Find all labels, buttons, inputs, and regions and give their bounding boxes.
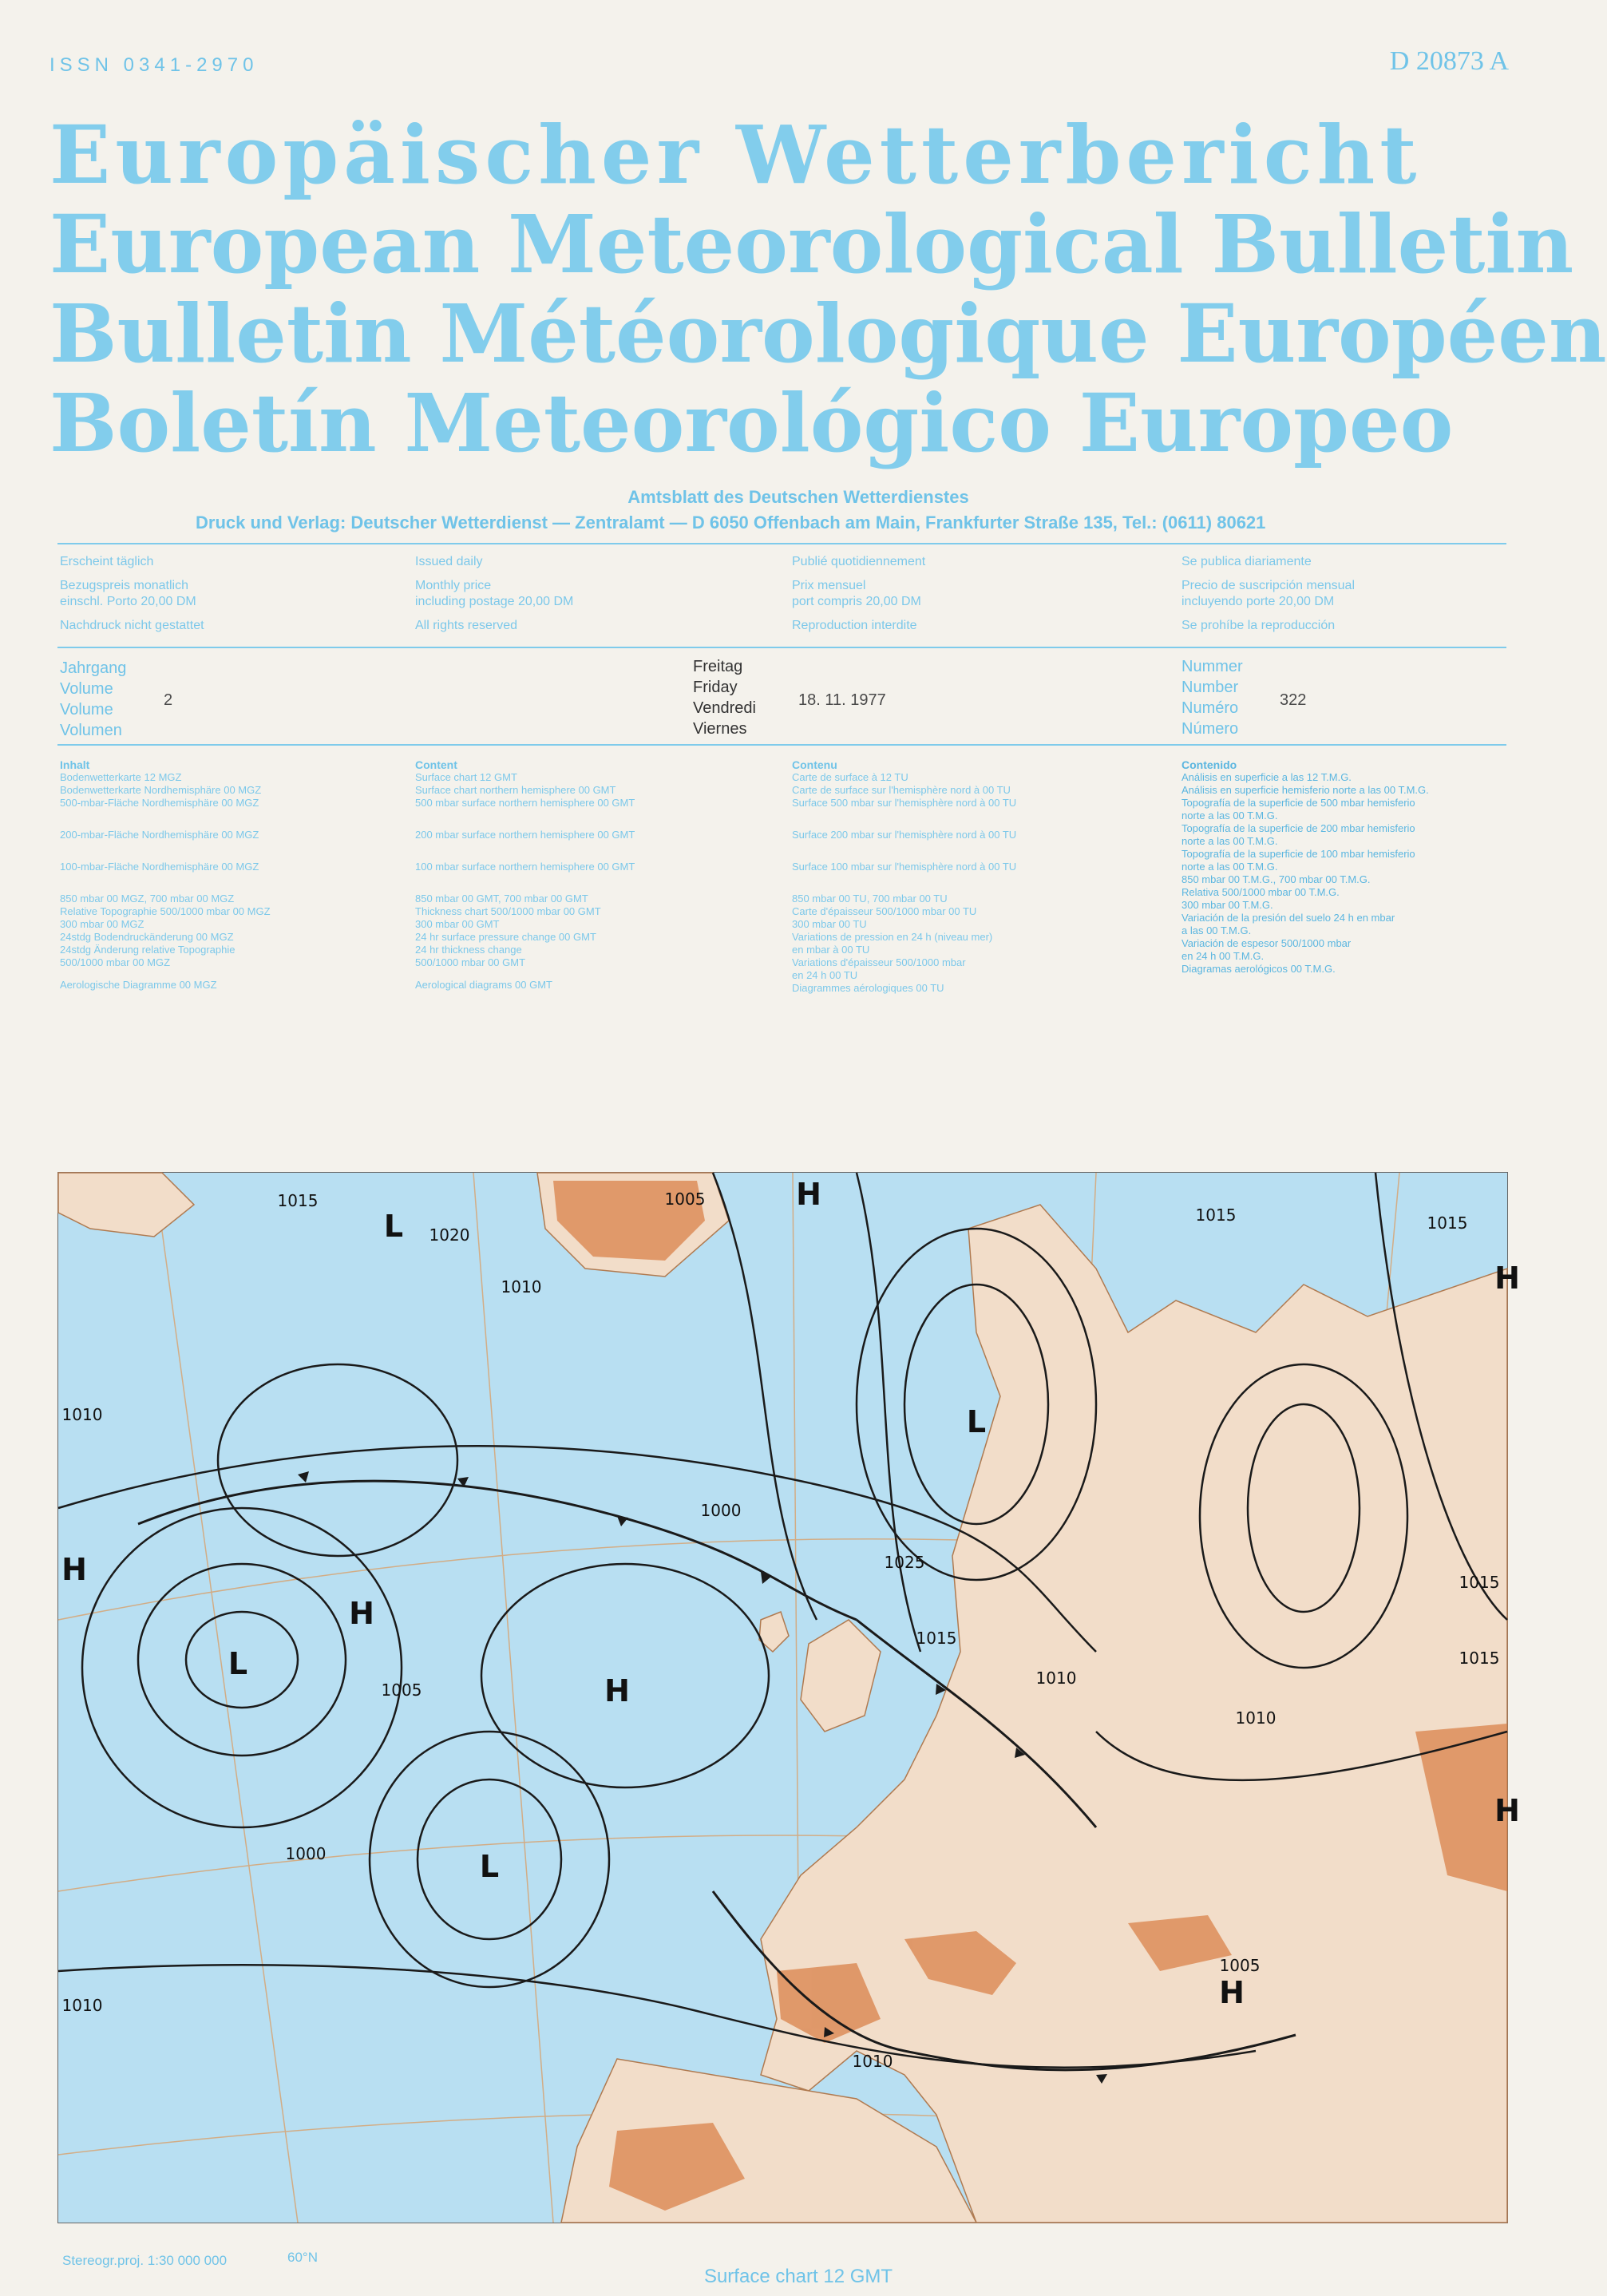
contents-item: 500 mbar surface northern hemisphere 00 GMT: [415, 797, 635, 809]
contents-item: 850 mbar 00 T.M.G., 700 mbar 00 T.M.G.: [1182, 873, 1371, 885]
contents-item: 24stdg Bodendruckänderung 00 MGZ: [60, 931, 234, 943]
contents-heading: Content: [415, 758, 457, 771]
subscription-line: einschl. Porto 20,00 DM: [60, 595, 196, 608]
volume-value: 2: [164, 691, 173, 709]
map-caption: Surface chart 12 GMT: [703, 2266, 893, 2287]
latitude-note: 60°N: [287, 2250, 318, 2265]
weekday-label: Viernes: [693, 720, 747, 738]
contents-item: 850 mbar 00 GMT, 700 mbar 00 GMT: [415, 893, 588, 905]
contents-item: Diagrammes aérologiques 00 TU: [792, 982, 944, 994]
front-triangle: [298, 1471, 309, 1483]
contents-item: a las 00 T.M.G.: [1182, 924, 1252, 936]
contents-item: Carte de surface à 12 TU: [792, 771, 908, 783]
contents-item: Análisis en superficie a las 12 T.M.G.: [1182, 771, 1352, 783]
contents-item: 24 hr thickness change: [415, 944, 522, 956]
contents-item: 500/1000 mbar 00 GMT: [415, 956, 526, 968]
subscription-line: Nachdruck nicht gestattet: [60, 619, 204, 632]
isobar-label: 1005: [664, 1190, 706, 1209]
contents-item: norte a las 00 T.M.G.: [1182, 810, 1278, 821]
volume-label: Volume: [60, 701, 113, 718]
weekday-label: Vendredi: [693, 699, 756, 717]
high-pressure-centre: H: [1494, 1793, 1520, 1828]
contents-item: 24 hr surface pressure change 00 GMT: [415, 931, 596, 943]
contents-item: Aerological diagrams 00 GMT: [415, 979, 552, 991]
high-pressure-centre: H: [1219, 1975, 1245, 2010]
contents-item: 300 mbar 00 MGZ: [60, 918, 144, 930]
subscription-line: Issued daily: [415, 555, 483, 568]
bulletin-title-block: [49, 108, 1607, 470]
isobar-label: 1010: [1035, 1669, 1077, 1688]
high-pressure-centre: H: [61, 1552, 87, 1587]
subscription-line: including postage 20,00 DM: [415, 595, 574, 608]
subscription-line: Se prohíbe la reproducción: [1182, 619, 1336, 632]
low-pressure-centre: L: [479, 1849, 500, 1884]
subscription-line: Precio de suscripción mensual: [1182, 579, 1355, 592]
volume-label: Volumen: [60, 722, 122, 739]
isobar: [58, 1446, 1096, 1652]
map-graphic: [58, 1173, 1520, 2223]
contents-item: 850 mbar 00 TU, 700 mbar 00 TU: [792, 893, 948, 905]
number-label: Numéro: [1182, 699, 1239, 717]
contents-item: Bodenwetterkarte 12 MGZ: [60, 771, 182, 783]
contents-item: norte a las 00 T.M.G.: [1182, 861, 1278, 873]
contents-es: [1182, 758, 1429, 976]
number-label: Number: [1182, 679, 1239, 696]
contents-item: 100 mbar surface northern hemisphere 00 GMT: [415, 861, 635, 873]
contents-heading: Inhalt: [60, 758, 90, 771]
subscription-de: [60, 554, 204, 634]
number-label: Nummer: [1182, 658, 1243, 675]
contents-de: [60, 758, 271, 992]
contents-item: 300 mbar 00 T.M.G.: [1182, 899, 1273, 911]
publisher-line-2: Druck und Verlag: Deutscher Wetterdienst — Zentralamt — D 6050 Offenbach am Main, Frankfurter Straße 135, Tel.: (0611) 80621: [196, 513, 1266, 532]
isobar: [218, 1364, 457, 1556]
contents-item: Topografía de la superficie de 200 mbar hemisferio: [1182, 822, 1415, 834]
subscription-line: Prix mensuel: [792, 579, 866, 592]
subscription-line: Reproduction interdite: [792, 619, 917, 632]
contents-item: Variations d'épaisseur 500/1000 mbar: [792, 956, 966, 968]
contents-item: en 24 h 00 T.M.G.: [1182, 950, 1265, 962]
isobar-label: 1010: [61, 1405, 103, 1424]
weekday-labels: [693, 656, 756, 739]
front-triangle: [617, 1516, 628, 1526]
divider: [57, 744, 1506, 746]
isobar-label: 1000: [700, 1501, 742, 1520]
title-spanish: Boletín Meteorológico Europeo: [49, 376, 1454, 470]
isobar-label: 1010: [1235, 1708, 1276, 1728]
subscription-line: Monthly price: [415, 579, 492, 592]
isobar-label: 1015: [277, 1191, 319, 1210]
subscription-line: port compris 20,00 DM: [792, 595, 921, 608]
weekday-label: Freitag: [693, 658, 743, 675]
surface-weather-map: [57, 1172, 1520, 2223]
divider: [57, 647, 1506, 648]
contents-item: 100-mbar-Fläche Nordhemisphäre 00 MGZ: [60, 861, 259, 873]
high-pressure-centre: H: [796, 1177, 821, 1212]
isobar: [857, 1173, 920, 1652]
number-label: Número: [1182, 720, 1239, 738]
contents-item: Surface chart northern hemisphere 00 GMT: [415, 784, 616, 796]
contents-fr: [792, 758, 1016, 995]
title-german: Europäischer Wetterbericht: [49, 108, 1422, 202]
issue-number: 322: [1280, 691, 1307, 709]
isobar-label: 1015: [1427, 1213, 1468, 1233]
longitude-line: [473, 1173, 553, 2223]
subscription-line: Publié quotidiennement: [792, 555, 926, 568]
contents-item: 24stdg Änderung relative Topographie: [60, 944, 236, 956]
contents-item: Aerologische Diagramme 00 MGZ: [60, 979, 217, 991]
isobar-label: 1025: [884, 1553, 925, 1572]
isobar-label: 1000: [285, 1844, 327, 1863]
isobar-label: 1010: [61, 1996, 103, 2015]
contents-item: norte a las 00 T.M.G.: [1182, 835, 1278, 847]
weekday-label: Friday: [693, 679, 738, 696]
contents-item: 300 mbar 00 TU: [792, 918, 867, 930]
subscription-fr: [792, 554, 925, 634]
subscription-line: Se publica diariamente: [1182, 555, 1312, 568]
projection-note: Stereogr.proj. 1:30 000 000: [62, 2253, 228, 2268]
contents-item: 200 mbar surface northern hemisphere 00 GMT: [415, 829, 635, 841]
subscription-en: [415, 554, 573, 634]
isobar-label: 1015: [1459, 1573, 1500, 1592]
contents-item: 500/1000 mbar 00 MGZ: [60, 956, 171, 968]
isobar-label: 1010: [501, 1277, 542, 1296]
contents-item: en mbar à 00 TU: [792, 944, 870, 956]
contents-item: Variación de espesor 500/1000 mbar: [1182, 937, 1352, 949]
title-english: European Meteorological Bulletin: [49, 197, 1574, 291]
contents-item: 300 mbar 00 GMT: [415, 918, 500, 930]
contents-item: Relativa 500/1000 mbar 00 T.M.G.: [1182, 886, 1340, 898]
issue-date: 18. 11. 1977: [798, 691, 886, 709]
contents-heading: Contenu: [792, 758, 837, 771]
cold-front: [138, 1481, 857, 1620]
volume-label: Jahrgang: [60, 659, 127, 677]
contents-item: Carte d'épaisseur 500/1000 mbar 00 TU: [792, 905, 977, 917]
isobar-label: 1005: [1219, 1956, 1261, 1975]
contents-en: [415, 758, 635, 992]
british-isles: [801, 1620, 881, 1732]
isobar-label: 1015: [1195, 1205, 1237, 1225]
isobar-label: 1020: [429, 1225, 470, 1245]
contents-item: Bodenwetterkarte Nordhemisphäre 00 MGZ: [60, 784, 262, 796]
contents-item: 500-mbar-Fläche Nordhemisphäre 00 MGZ: [60, 797, 259, 809]
title-french: Bulletin Météorologique Européen: [49, 287, 1607, 381]
contents-item: Análisis en superficie hemisferio norte a las 00 T.M.G.: [1182, 784, 1429, 796]
volume-labels: [60, 658, 126, 741]
isobar-label: 1005: [381, 1680, 422, 1700]
publisher-line-1: Amtsblatt des Deutschen Wetterdienstes: [627, 487, 969, 507]
contents-item: en 24 h 00 TU: [792, 969, 858, 981]
contents-item: Surface 200 mbar sur l'hemisphère nord à 00 TU: [792, 829, 1017, 841]
subscription-line: Bezugspreis monatlich: [60, 579, 188, 592]
issn-number: ISSN 0341-2970: [49, 54, 259, 76]
contents-heading: Contenido: [1182, 758, 1237, 771]
isobar-label: 1015: [1459, 1649, 1500, 1668]
divider: [57, 543, 1506, 544]
isobar-label: 1010: [852, 2052, 893, 2071]
contents-item: Surface chart 12 GMT: [415, 771, 517, 783]
low-pressure-centre: L: [966, 1404, 987, 1439]
contents-item: Carte de surface sur l'hemisphère nord à 00 TU: [792, 784, 1011, 796]
high-pressure-centre: H: [349, 1596, 374, 1631]
document-number: D 20873 A: [1389, 46, 1509, 76]
contents-item: 850 mbar 00 MGZ, 700 mbar 00 MGZ: [60, 893, 235, 905]
subscription-line: incluyendo porte 20,00 DM: [1182, 595, 1335, 608]
contents-item: 200-mbar-Fläche Nordhemisphäre 00 MGZ: [60, 829, 259, 841]
high-pressure-centre: H: [604, 1673, 630, 1708]
north-america-coast: [58, 1173, 194, 1237]
contents-item: Diagramas aerológicos 00 T.M.G.: [1182, 963, 1336, 975]
contents-item: Thickness chart 500/1000 mbar 00 GMT: [415, 905, 601, 917]
low-pressure-centre: L: [228, 1646, 248, 1681]
contents-item: Relative Topographie 500/1000 mbar 00 MGZ: [60, 905, 271, 917]
subscription-line: Erscheint täglich: [60, 555, 154, 568]
contents-item: Topografía de la superficie de 100 mbar hemisferio: [1182, 848, 1415, 860]
contents-item: Surface 100 mbar sur l'hemisphère nord à 00 TU: [792, 861, 1017, 873]
subscription-line: All rights reserved: [415, 619, 518, 632]
isobar: [713, 1173, 817, 1620]
isobar-label: 1015: [916, 1629, 957, 1648]
contents-item: Variación de la presión del suelo 24 h en mbar: [1182, 912, 1395, 924]
contents-item: Topografía de la superficie de 500 mbar hemisferio: [1182, 797, 1415, 809]
contents-item: Variations de pression en 24 h (niveau mer): [792, 931, 993, 943]
contents-item: Surface 500 mbar sur l'hemisphère nord à 00 TU: [792, 797, 1017, 809]
subscription-es: [1182, 554, 1355, 634]
low-pressure-centre: L: [383, 1209, 404, 1244]
volume-label: Volume: [60, 680, 113, 698]
number-labels: [1182, 656, 1243, 739]
high-pressure-centre: H: [1494, 1261, 1520, 1296]
